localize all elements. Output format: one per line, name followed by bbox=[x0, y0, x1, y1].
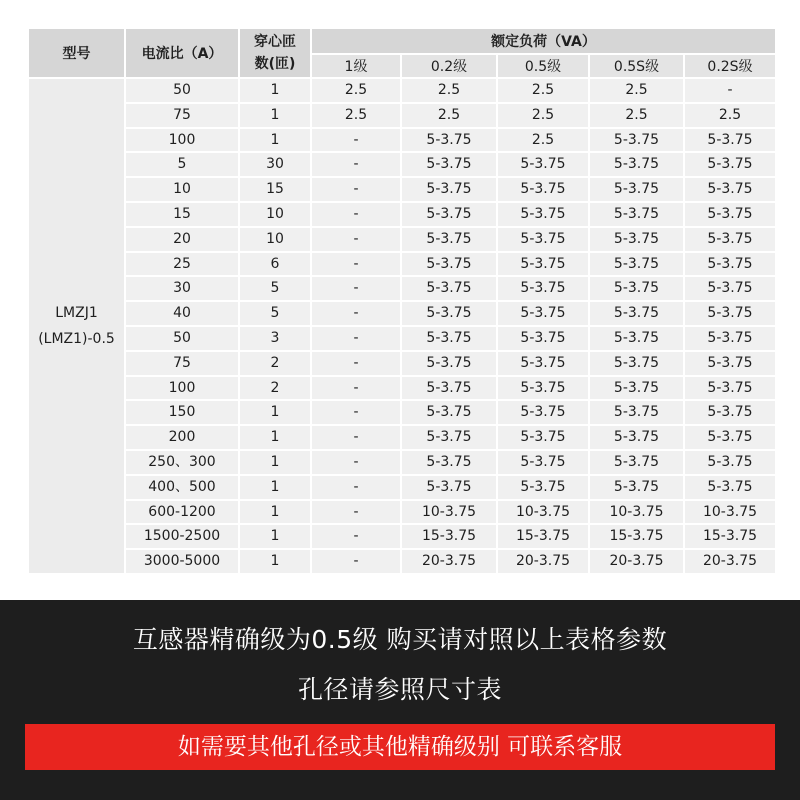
table-cell: - bbox=[312, 352, 400, 375]
table-cell: - bbox=[685, 79, 775, 102]
table-cell: 50 bbox=[126, 327, 238, 350]
table-cell: 5-3.75 bbox=[685, 203, 775, 226]
table-cell: 5-3.75 bbox=[590, 401, 683, 424]
table-cell: 2.5 bbox=[498, 104, 588, 127]
table-cell: 100 bbox=[126, 377, 238, 400]
table-cell: 5-3.75 bbox=[498, 228, 588, 251]
header-burden: 额定负荷（VA） bbox=[312, 29, 775, 53]
table-row bbox=[29, 476, 775, 499]
header-class: 0.5级 bbox=[498, 55, 588, 77]
table-cell: 40 bbox=[126, 302, 238, 325]
model-cell bbox=[29, 79, 124, 573]
table-cell: 5-3.75 bbox=[402, 228, 496, 251]
header-model: 型号 bbox=[29, 29, 124, 77]
table-cell: 5-3.75 bbox=[685, 228, 775, 251]
table-cell: 1500-2500 bbox=[126, 525, 238, 548]
table-cell: 1 bbox=[240, 401, 310, 424]
table-cell: 200 bbox=[126, 426, 238, 449]
table-cell: 2.5 bbox=[312, 79, 400, 102]
table-cell: 5-3.75 bbox=[590, 253, 683, 276]
table-cell: 1 bbox=[240, 129, 310, 152]
header-turns-line2: 数(匝) bbox=[254, 56, 296, 72]
table-cell: 20 bbox=[126, 228, 238, 251]
table-cell: 25 bbox=[126, 253, 238, 276]
table-cell: 2.5 bbox=[685, 104, 775, 127]
table-cell: 5-3.75 bbox=[590, 228, 683, 251]
table-body bbox=[29, 79, 775, 573]
table-cell: 30 bbox=[240, 153, 310, 176]
table-cell: 5-3.75 bbox=[402, 377, 496, 400]
table-cell: 15-3.75 bbox=[590, 525, 683, 548]
table-cell: 15-3.75 bbox=[498, 525, 588, 548]
table-cell: 5-3.75 bbox=[402, 426, 496, 449]
table-cell: 5-3.75 bbox=[685, 476, 775, 499]
header-ratio: 电流比（A） bbox=[126, 29, 238, 77]
table-row bbox=[29, 501, 775, 524]
table-cell: 5-3.75 bbox=[685, 153, 775, 176]
table-cell: 2.5 bbox=[590, 104, 683, 127]
table-cell: 5-3.75 bbox=[498, 401, 588, 424]
model-line2: (LMZ1)-0.5 bbox=[38, 330, 115, 347]
table-cell: 5-3.75 bbox=[498, 451, 588, 474]
table-cell: 10-3.75 bbox=[685, 501, 775, 524]
table-cell: - bbox=[312, 476, 400, 499]
table-cell: - bbox=[312, 550, 400, 573]
table-cell: - bbox=[312, 426, 400, 449]
table-cell: 15 bbox=[126, 203, 238, 226]
footer-note-line2: 孔径请参照尺寸表 bbox=[297, 675, 502, 704]
table-cell: 1 bbox=[240, 550, 310, 573]
table-cell: 5-3.75 bbox=[685, 327, 775, 350]
table-cell: 20-3.75 bbox=[402, 550, 496, 573]
header-class: 0.5S级 bbox=[590, 55, 683, 77]
table-cell: 1 bbox=[240, 79, 310, 102]
table-row bbox=[29, 426, 775, 449]
table-cell: 5-3.75 bbox=[685, 426, 775, 449]
table-cell: 5-3.75 bbox=[590, 203, 683, 226]
table-cell: 2.5 bbox=[498, 79, 588, 102]
table-row bbox=[29, 525, 775, 548]
table-cell: 5-3.75 bbox=[498, 476, 588, 499]
header-turns-line1: 穿心匝 bbox=[254, 34, 296, 50]
table-cell: 10-3.75 bbox=[498, 501, 588, 524]
table-cell: - bbox=[312, 401, 400, 424]
table-cell: 5-3.75 bbox=[498, 302, 588, 325]
table-cell: 5-3.75 bbox=[402, 401, 496, 424]
table-cell: 5-3.75 bbox=[685, 129, 775, 152]
table-cell: 5-3.75 bbox=[402, 327, 496, 350]
table-cell: 5-3.75 bbox=[685, 253, 775, 276]
table-cell: 5-3.75 bbox=[402, 203, 496, 226]
table-cell: 600-1200 bbox=[126, 501, 238, 524]
table-row bbox=[29, 104, 775, 127]
table-cell: 2.5 bbox=[312, 104, 400, 127]
header-class: 0.2级 bbox=[402, 55, 496, 77]
table-cell: 10-3.75 bbox=[402, 501, 496, 524]
table-cell: 2.5 bbox=[402, 104, 496, 127]
table-cell: 5-3.75 bbox=[590, 476, 683, 499]
table-cell: - bbox=[312, 253, 400, 276]
table-cell: - bbox=[312, 277, 400, 300]
table-cell: 5-3.75 bbox=[590, 178, 683, 201]
contact-banner: 如需要其他孔径或其他精确级别 可联系客服 bbox=[25, 724, 775, 770]
footer bbox=[0, 600, 800, 800]
table-cell: 5-3.75 bbox=[402, 129, 496, 152]
table-cell: 5-3.75 bbox=[685, 178, 775, 201]
table-cell: 5-3.75 bbox=[590, 327, 683, 350]
table-cell: 2.5 bbox=[498, 129, 588, 152]
table-cell: 5-3.75 bbox=[498, 377, 588, 400]
table-row bbox=[29, 153, 775, 176]
table-cell: 5-3.75 bbox=[685, 401, 775, 424]
table-cell: 5 bbox=[126, 153, 238, 176]
table-cell: 5-3.75 bbox=[498, 426, 588, 449]
table-cell: 1 bbox=[240, 476, 310, 499]
table-cell: 5-3.75 bbox=[498, 327, 588, 350]
header-turns bbox=[240, 29, 310, 77]
table-cell: 250、300 bbox=[126, 451, 238, 474]
table-cell: 15 bbox=[240, 178, 310, 201]
table-row bbox=[29, 277, 775, 300]
table-row bbox=[29, 377, 775, 400]
table-cell: 10 bbox=[240, 228, 310, 251]
table-cell: 15-3.75 bbox=[402, 525, 496, 548]
model-line1: LMZJ1 bbox=[55, 304, 98, 321]
table-cell: 5-3.75 bbox=[498, 253, 588, 276]
table-cell: - bbox=[312, 129, 400, 152]
table-row bbox=[29, 302, 775, 325]
table-cell: 5-3.75 bbox=[498, 352, 588, 375]
table-cell: 2 bbox=[240, 377, 310, 400]
footer-note-line1: 互感器精确级为0.5级 购买请对照以上表格参数 bbox=[132, 625, 668, 654]
table-cell: - bbox=[312, 203, 400, 226]
table-cell: 5-3.75 bbox=[590, 277, 683, 300]
table-cell: 5-3.75 bbox=[590, 426, 683, 449]
table-cell: 3 bbox=[240, 327, 310, 350]
table-cell: 5-3.75 bbox=[402, 451, 496, 474]
table-row bbox=[29, 129, 775, 152]
table-row bbox=[29, 253, 775, 276]
table-row bbox=[29, 228, 775, 251]
table-cell: 5-3.75 bbox=[402, 178, 496, 201]
table-cell: 5-3.75 bbox=[685, 302, 775, 325]
table-cell: - bbox=[312, 327, 400, 350]
table-row bbox=[29, 451, 775, 474]
table-cell: 5-3.75 bbox=[685, 451, 775, 474]
table-cell: 30 bbox=[126, 277, 238, 300]
table-cell: 1 bbox=[240, 451, 310, 474]
table-cell: - bbox=[312, 228, 400, 251]
table-cell: 5-3.75 bbox=[498, 153, 588, 176]
table-cell: 6 bbox=[240, 253, 310, 276]
table-cell: 5-3.75 bbox=[590, 352, 683, 375]
table-cell: 5-3.75 bbox=[498, 203, 588, 226]
table-cell: 5-3.75 bbox=[498, 277, 588, 300]
header-class: 0.2S级 bbox=[685, 55, 775, 77]
table-cell: 10 bbox=[126, 178, 238, 201]
table-cell: 5-3.75 bbox=[590, 153, 683, 176]
table-row bbox=[29, 178, 775, 201]
table-cell: 5-3.75 bbox=[590, 377, 683, 400]
table-cell: 5-3.75 bbox=[402, 302, 496, 325]
table-cell: 5-3.75 bbox=[590, 302, 683, 325]
table-cell: 2.5 bbox=[402, 79, 496, 102]
table-cell: 20-3.75 bbox=[590, 550, 683, 573]
table-cell: 20-3.75 bbox=[685, 550, 775, 573]
table-cell: 5-3.75 bbox=[402, 476, 496, 499]
table-cell: 10 bbox=[240, 203, 310, 226]
table-cell: 2 bbox=[240, 352, 310, 375]
table-cell: 5-3.75 bbox=[402, 352, 496, 375]
table-cell: 75 bbox=[126, 352, 238, 375]
table-cell: 15-3.75 bbox=[685, 525, 775, 548]
header-class: 1级 bbox=[312, 55, 400, 77]
table-cell: - bbox=[312, 377, 400, 400]
table-row bbox=[29, 401, 775, 424]
table-cell: 5 bbox=[240, 277, 310, 300]
table-head bbox=[29, 29, 775, 77]
table-cell: 50 bbox=[126, 79, 238, 102]
table-cell: 5-3.75 bbox=[685, 277, 775, 300]
table-cell: 5 bbox=[240, 302, 310, 325]
table-cell: 5-3.75 bbox=[402, 253, 496, 276]
table-cell: 10-3.75 bbox=[590, 501, 683, 524]
table-row bbox=[29, 352, 775, 375]
table-row bbox=[29, 327, 775, 350]
table-cell: 3000-5000 bbox=[126, 550, 238, 573]
table-cell: - bbox=[312, 451, 400, 474]
table-row bbox=[29, 203, 775, 226]
table-cell: - bbox=[312, 501, 400, 524]
table-cell: 1 bbox=[240, 501, 310, 524]
table-cell: 5-3.75 bbox=[498, 178, 588, 201]
table-cell: 5-3.75 bbox=[685, 377, 775, 400]
table-cell: 20-3.75 bbox=[498, 550, 588, 573]
spec-table bbox=[27, 27, 777, 575]
table-cell: - bbox=[312, 153, 400, 176]
table-cell: 150 bbox=[126, 401, 238, 424]
table-cell: 2.5 bbox=[590, 79, 683, 102]
table-cell: 5-3.75 bbox=[402, 277, 496, 300]
table-cell: - bbox=[312, 178, 400, 201]
table-cell: 1 bbox=[240, 525, 310, 548]
table-row bbox=[29, 550, 775, 573]
table-cell: 100 bbox=[126, 129, 238, 152]
table-cell: - bbox=[312, 302, 400, 325]
table-cell: 5-3.75 bbox=[590, 129, 683, 152]
table-cell: 5-3.75 bbox=[590, 451, 683, 474]
table-cell: 5-3.75 bbox=[685, 352, 775, 375]
table-cell: 75 bbox=[126, 104, 238, 127]
table-cell: 5-3.75 bbox=[402, 153, 496, 176]
table-cell: - bbox=[312, 525, 400, 548]
table-cell: 1 bbox=[240, 104, 310, 127]
table-cell: 400、500 bbox=[126, 476, 238, 499]
table-cell: 1 bbox=[240, 426, 310, 449]
table-row bbox=[29, 79, 775, 102]
